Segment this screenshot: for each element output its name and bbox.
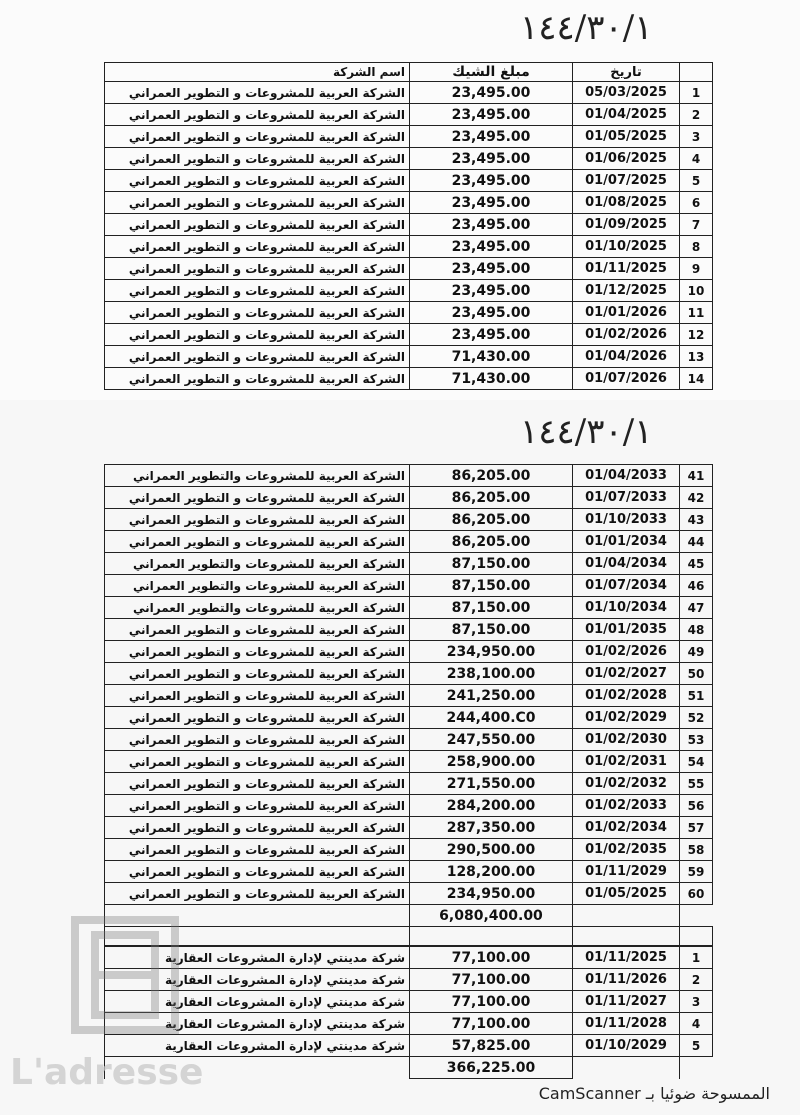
empty-cell [680,1057,713,1079]
cheques-table-2 [104,464,713,946]
amount-cell: 271,550.00 [410,773,573,795]
table-row [105,663,713,685]
company-cell: شركة مدينتي لإدارة المشروعات العقارية [105,969,410,991]
row-number-cell: 7 [680,214,713,236]
table-body [105,465,713,946]
row-number-cell: 2 [680,104,713,126]
row-number-cell: 44 [680,531,713,553]
amount-cell: 57,825.00 [410,1035,573,1057]
date-cell: 01/01/2026 [573,302,680,324]
company-cell: الشركة العربية للمشروعات و التطوير العمراني [105,729,410,751]
company-cell: الشركة العربية للمشروعات و التطوير العمراني [105,509,410,531]
amount-cell: 23,495.00 [410,82,573,104]
company-cell: الشركة العربية للمشروعات و التطوير العمراني [105,280,410,302]
date-cell: 01/02/2026 [573,641,680,663]
row-number-cell: 13 [680,346,713,368]
date-cell: 01/11/2029 [573,861,680,883]
date-cell: 01/02/2035 [573,839,680,861]
amount-cell: 290,500.00 [410,839,573,861]
row-number-cell: 5 [680,170,713,192]
company-cell: الشركة العربية للمشروعات و التطوير العمراني [105,487,410,509]
amount-cell: 87,150.00 [410,619,573,641]
table-row [105,969,713,991]
date-cell: 01/08/2025 [573,192,680,214]
amount-cell: 234,950.00 [410,883,573,905]
date-cell: 05/03/2025 [573,82,680,104]
amount-cell: 86,205.00 [410,465,573,487]
company-cell: الشركة العربية للمشروعات و التطوير العمراني [105,663,410,685]
table-row [105,126,713,148]
empty-cell [573,905,680,927]
row-number-cell: 14 [680,368,713,390]
row-number-cell: 46 [680,575,713,597]
watermark-text: L'adresse [10,1052,204,1093]
empty-cell [680,905,713,927]
company-cell: الشركة العربية للمشروعات و التطوير العمراني [105,751,410,773]
amount-cell: 23,495.00 [410,280,573,302]
date-cell: 01/05/2025 [573,883,680,905]
amount-cell: 247,550.00 [410,729,573,751]
date-cell: 01/09/2025 [573,214,680,236]
table-row [105,619,713,641]
table-row [105,148,713,170]
row-number-cell: 56 [680,795,713,817]
amount-cell: 23,495.00 [410,258,573,280]
table-row [105,346,713,368]
date-cell: 01/02/2033 [573,795,680,817]
table-row [105,324,713,346]
table-row [105,817,713,839]
table-row [105,104,713,126]
company-cell: الشركة العربية للمشروعات و التطوير العمراني [105,707,410,729]
date-cell: 01/11/2025 [573,258,680,280]
date-cell: 01/11/2028 [573,1013,680,1035]
amount-cell: 77,100.00 [410,1013,573,1035]
amount-cell: 23,495.00 [410,324,573,346]
empty-cell [573,927,680,946]
row-number-cell: 42 [680,487,713,509]
company-cell: الشركة العربية للمشروعات و التطوير العمراني [105,817,410,839]
date-cell: 01/02/2027 [573,663,680,685]
table-row [105,280,713,302]
company-cell: الشركة العربية للمشروعات و التطوير العمراني [105,324,410,346]
row-number-cell: 43 [680,509,713,531]
row-number-cell: 55 [680,773,713,795]
company-cell: الشركة العربية للمشروعات و التطوير العمراني [105,236,410,258]
table-body [105,82,713,390]
company-cell: الشركة العربية للمشروعات والتطوير العمراني [105,575,410,597]
row-number-cell: 1 [680,947,713,969]
row-number-cell: 12 [680,324,713,346]
scanned-page-top [0,0,800,400]
company-cell: شركة مدينتي لإدارة المشروعات العقارية [105,947,410,969]
company-cell: الشركة العربية للمشروعات و التطوير العمراني [105,368,410,390]
amount-cell: 287,350.00 [410,817,573,839]
company-cell: الشركة العربية للمشروعات و التطوير العمراني [105,795,410,817]
table-row [105,883,713,905]
company-cell: الشركة العربية للمشروعات و التطوير العمراني [105,192,410,214]
table-row [105,302,713,324]
empty-cell [410,927,573,946]
amount-cell: 77,100.00 [410,969,573,991]
date-cell: 01/10/2025 [573,236,680,258]
company-cell: الشركة العربية للمشروعات و التطوير العمراني [105,82,410,104]
table-row [105,947,713,969]
amount-cell: 77,100.00 [410,947,573,969]
company-cell: الشركة العربية للمشروعات والتطوير العمراني [105,553,410,575]
table-row [105,839,713,861]
table-row [105,170,713,192]
company-cell: الشركة العربية للمشروعات و التطوير العمراني [105,619,410,641]
date-cell: 01/02/2029 [573,707,680,729]
date-cell: 01/10/2033 [573,509,680,531]
table-row [105,258,713,280]
date-cell: 01/07/2025 [573,170,680,192]
total-amount: 366,225.00 [410,1057,573,1079]
table-row [105,192,713,214]
date-cell: 01/11/2027 [573,991,680,1013]
table-row [105,236,713,258]
empty-cell [573,1057,680,1079]
amount-cell: 23,495.00 [410,126,573,148]
blank-row [105,927,713,946]
row-number-cell: 1 [680,82,713,104]
table-row [105,795,713,817]
column-header-number [680,63,713,82]
company-cell: الشركة العربية للمشروعات و التطوير العمراني [105,258,410,280]
amount-cell: 284,200.00 [410,795,573,817]
column-header-date: تاريخ [573,63,680,82]
total-amount: 6,080,400.00 [410,905,573,927]
table-header-row [105,63,713,82]
amount-cell: 241,250.00 [410,685,573,707]
row-number-cell: 53 [680,729,713,751]
table-row [105,991,713,1013]
row-number-cell: 52 [680,707,713,729]
row-number-cell: 5 [680,1035,713,1057]
date-cell: 01/02/2028 [573,685,680,707]
amount-cell: 23,495.00 [410,302,573,324]
table-row [105,214,713,236]
date-cell: 01/02/2034 [573,817,680,839]
row-number-cell: 50 [680,663,713,685]
camscanner-footer: الممسوحة ضوئيا بـ CamScanner [538,1084,770,1103]
row-number-cell: 54 [680,751,713,773]
row-number-cell: 6 [680,192,713,214]
date-cell: 01/07/2026 [573,368,680,390]
amount-cell: 87,150.00 [410,575,573,597]
date-cell: 01/11/2025 [573,947,680,969]
date-cell: 01/07/2034 [573,575,680,597]
table-row [105,368,713,390]
amount-cell: 86,205.00 [410,531,573,553]
table-row [105,861,713,883]
row-number-cell: 11 [680,302,713,324]
date-cell: 01/04/2034 [573,553,680,575]
handwritten-reference: ١٤٤/٣٠/١ [520,8,653,48]
table-row [105,531,713,553]
table-row [105,729,713,751]
table-row [105,707,713,729]
amount-cell: 23,495.00 [410,170,573,192]
table-row [105,597,713,619]
amount-cell: 77,100.00 [410,991,573,1013]
table-row [105,575,713,597]
date-cell: 01/06/2025 [573,148,680,170]
amount-cell: 87,150.00 [410,553,573,575]
row-number-cell: 51 [680,685,713,707]
date-cell: 01/07/2033 [573,487,680,509]
row-number-cell: 45 [680,553,713,575]
date-cell: 01/01/2034 [573,531,680,553]
amount-cell: 23,495.00 [410,214,573,236]
row-number-cell: 57 [680,817,713,839]
row-number-cell: 59 [680,861,713,883]
table-row [105,82,713,104]
row-number-cell: 60 [680,883,713,905]
table-row [105,487,713,509]
company-cell: شركة مدينتي لإدارة المشروعات العقارية [105,991,410,1013]
row-number-cell: 3 [680,126,713,148]
row-number-cell: 10 [680,280,713,302]
row-number-cell: 4 [680,148,713,170]
row-number-cell: 41 [680,465,713,487]
row-number-cell: 47 [680,597,713,619]
date-cell: 01/04/2026 [573,346,680,368]
cheques-table-1 [104,62,713,390]
company-cell: الشركة العربية للمشروعات و التطوير العمراني [105,214,410,236]
company-cell: الشركة العربية للمشروعات و التطوير العمراني [105,302,410,324]
amount-cell: 244,400.C0 [410,707,573,729]
company-cell: الشركة العربية للمشروعات و التطوير العمراني [105,531,410,553]
total-row [105,905,713,927]
company-cell: الشركة العربية للمشروعات و التطوير العمراني [105,773,410,795]
table-row [105,751,713,773]
date-cell: 01/02/2032 [573,773,680,795]
table-row [105,465,713,487]
date-cell: 01/05/2025 [573,126,680,148]
row-number-cell: 49 [680,641,713,663]
date-cell: 01/02/2026 [573,324,680,346]
company-cell: الشركة العربية للمشروعات و التطوير العمراني [105,170,410,192]
amount-cell: 86,205.00 [410,487,573,509]
company-cell: الشركة العربية للمشروعات و التطوير العمراني [105,641,410,663]
company-cell: الشركة العربية للمشروعات والتطوير العمراني [105,597,410,619]
table-row [105,641,713,663]
date-cell: 01/12/2025 [573,280,680,302]
company-cell: الشركة العربية للمشروعات و التطوير العمراني [105,104,410,126]
date-cell: 01/02/2030 [573,729,680,751]
date-cell: 01/10/2034 [573,597,680,619]
row-number-cell: 8 [680,236,713,258]
empty-cell [680,927,713,946]
amount-cell: 258,900.00 [410,751,573,773]
amount-cell: 71,430.00 [410,368,573,390]
company-cell: الشركة العربية للمشروعات و التطوير العمراني [105,883,410,905]
column-header-amount: مبلغ الشيك [410,63,573,82]
company-cell: الشركة العربية للمشروعات و التطوير العمراني [105,148,410,170]
row-number-cell: 58 [680,839,713,861]
amount-cell: 87,150.00 [410,597,573,619]
company-cell: الشركة العربية للمشروعات والتطوير العمراني [105,465,410,487]
row-number-cell: 3 [680,991,713,1013]
date-cell: 01/10/2029 [573,1035,680,1057]
date-cell: 01/01/2035 [573,619,680,641]
amount-cell: 238,100.00 [410,663,573,685]
row-number-cell: 2 [680,969,713,991]
company-cell: الشركة العربية للمشروعات و التطوير العمراني [105,839,410,861]
column-header-company: اسم الشركة [105,63,410,82]
amount-cell: 128,200.00 [410,861,573,883]
row-number-cell: 9 [680,258,713,280]
table-row [105,1013,713,1035]
amount-cell: 23,495.00 [410,148,573,170]
date-cell: 01/11/2026 [573,969,680,991]
company-cell: الشركة العربية للمشروعات و التطوير العمراني [105,685,410,707]
amount-cell: 86,205.00 [410,509,573,531]
watermark-logo-icon [70,915,180,1035]
table-row [105,553,713,575]
date-cell: 01/04/2025 [573,104,680,126]
handwritten-reference: ١٤٤/٣٠/١ [520,412,653,452]
company-cell: شركة مدينتي لإدارة المشروعات العقارية [105,1035,410,1057]
amount-cell: 234,950.00 [410,641,573,663]
amount-cell: 71,430.00 [410,346,573,368]
amount-cell: 23,495.00 [410,192,573,214]
company-cell: الشركة العربية للمشروعات و التطوير العمراني [105,861,410,883]
amount-cell: 23,495.00 [410,104,573,126]
row-number-cell: 4 [680,1013,713,1035]
company-cell: الشركة العربية للمشروعات و التطوير العمراني [105,126,410,148]
date-cell: 01/02/2031 [573,751,680,773]
table-row [105,773,713,795]
table-row [105,685,713,707]
date-cell: 01/04/2033 [573,465,680,487]
amount-cell: 23,495.00 [410,236,573,258]
table-row [105,509,713,531]
company-cell: شركة مدينتي لإدارة المشروعات العقارية [105,1013,410,1035]
company-cell: الشركة العربية للمشروعات و التطوير العمراني [105,346,410,368]
row-number-cell: 48 [680,619,713,641]
